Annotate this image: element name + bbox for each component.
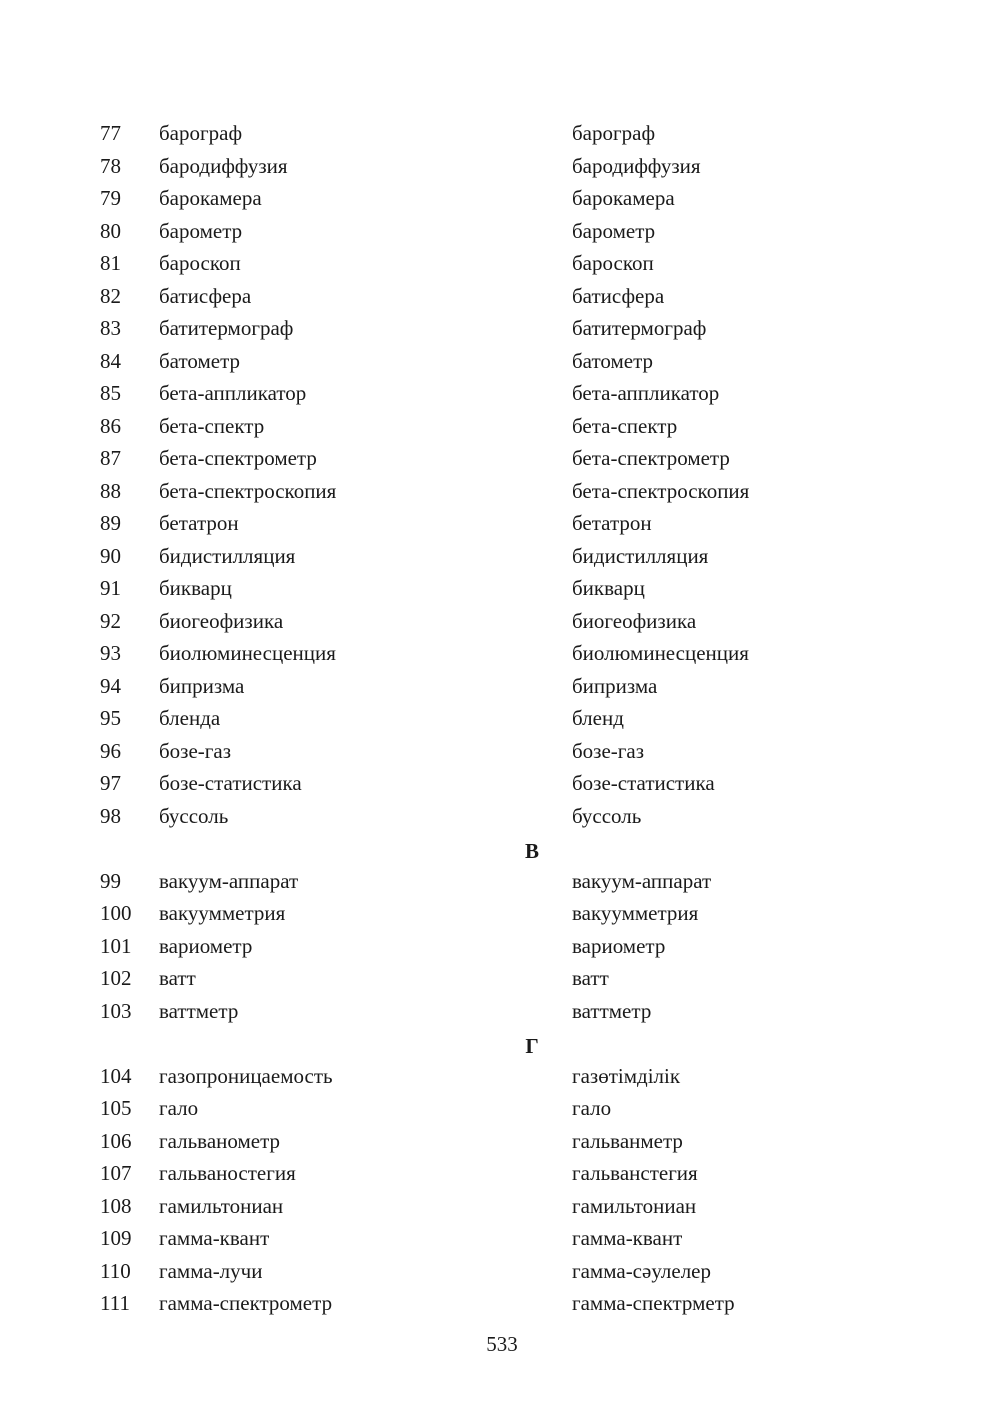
russian-term: вакуум-аппарат — [159, 868, 299, 893]
russian-term: буссоль — [159, 803, 229, 828]
term-number: 83 — [100, 316, 121, 340]
term-row — [0, 1190, 1004, 1222]
russian-term: газопроницаемость — [159, 1063, 333, 1088]
term-number: 110 — [100, 1258, 131, 1283]
term-row — [0, 247, 1004, 279]
kazakh-term: бленд — [572, 706, 624, 730]
russian-term: барокамера — [159, 186, 262, 210]
kazakh-term: вакуумметрия — [572, 901, 699, 925]
kazakh-term: гальванстегия — [572, 1161, 698, 1185]
russian-term: бипризма — [159, 673, 245, 698]
term-row — [0, 670, 1004, 702]
term-row — [0, 182, 1004, 214]
russian-term: бидистилляция — [159, 543, 296, 568]
term-number: 78 — [100, 153, 121, 178]
kazakh-term: газөтімділік — [572, 1063, 681, 1088]
term-number: 82 — [100, 283, 121, 308]
russian-term: батитермограф — [159, 316, 294, 340]
term-row — [0, 995, 1004, 1027]
kazakh-term: бароскоп — [572, 251, 654, 275]
kazakh-term: биогеофизика — [572, 608, 697, 633]
term-row — [0, 312, 1004, 344]
section-letter-heading: Г — [525, 1034, 539, 1058]
kazakh-term: вакуум-аппарат — [572, 868, 712, 893]
term-number: 77 — [100, 121, 121, 145]
term-row — [0, 540, 1004, 572]
russian-term: бета-спектроскопия — [159, 478, 337, 503]
term-row — [0, 475, 1004, 507]
term-row — [0, 1287, 1004, 1319]
kazakh-term: бипризма — [572, 673, 658, 698]
kazakh-term: бародиффузия — [572, 153, 701, 178]
term-row — [0, 280, 1004, 312]
term-number: 88 — [100, 478, 121, 503]
russian-term: бета-спектрометр — [159, 446, 317, 470]
term-row — [0, 605, 1004, 637]
term-row — [0, 117, 1004, 149]
term-number: 95 — [100, 706, 121, 730]
kazakh-term: гамма-спектрметр — [572, 1291, 735, 1315]
term-row — [0, 1255, 1004, 1287]
kazakh-term: гало — [572, 1096, 612, 1120]
kazakh-term: барокамера — [572, 186, 675, 210]
kazakh-term: барометр — [572, 218, 656, 243]
term-number: 79 — [100, 186, 121, 210]
russian-term: барометр — [159, 218, 243, 243]
kazakh-term: бета-спектр — [572, 413, 678, 438]
russian-term: гало — [159, 1096, 199, 1120]
kazakh-term: буссоль — [572, 803, 642, 828]
kazakh-term: ватт — [572, 966, 609, 990]
term-row — [0, 865, 1004, 897]
russian-term: гамильтониан — [159, 1193, 284, 1218]
term-number: 104 — [100, 1063, 132, 1088]
kazakh-term: бозе-статистика — [572, 771, 715, 795]
kazakh-term: биолюминесценция — [572, 641, 749, 665]
russian-term: вакуумметрия — [159, 901, 286, 925]
term-row — [0, 962, 1004, 994]
russian-term: гамма-спектрометр — [159, 1291, 333, 1315]
term-row — [0, 215, 1004, 247]
kazakh-term: бикварц — [572, 576, 645, 600]
term-row — [0, 637, 1004, 669]
term-number: 109 — [100, 1226, 132, 1250]
term-number: 80 — [100, 218, 121, 243]
russian-term: бикварц — [159, 576, 232, 600]
russian-term: батометр — [159, 348, 241, 373]
russian-term: бародиффузия — [159, 153, 288, 178]
russian-term: биолюминесценция — [159, 641, 336, 665]
term-number: 99 — [100, 868, 121, 893]
russian-term: барограф — [159, 121, 243, 145]
term-number: 101 — [100, 933, 132, 958]
term-number: 108 — [100, 1193, 132, 1218]
term-row — [0, 150, 1004, 182]
russian-term: гамма-лучи — [159, 1258, 263, 1283]
kazakh-term: вариометр — [572, 933, 666, 958]
kazakh-term: батитермограф — [572, 316, 707, 340]
term-row — [0, 735, 1004, 767]
russian-term: ваттметр — [159, 998, 239, 1023]
term-row — [0, 1157, 1004, 1189]
kazakh-term: барограф — [572, 121, 656, 145]
term-number: 103 — [100, 998, 132, 1023]
kazakh-term: ваттметр — [572, 998, 652, 1023]
term-row — [0, 345, 1004, 377]
russian-term: гальваностегия — [159, 1161, 296, 1185]
term-row — [0, 930, 1004, 962]
term-number: 91 — [100, 576, 121, 600]
term-row — [0, 897, 1004, 929]
russian-term: бета-аппликатор — [159, 381, 307, 405]
term-number: 93 — [100, 641, 121, 665]
term-row — [0, 1060, 1004, 1092]
russian-term: батисфера — [159, 283, 252, 308]
kazakh-term: гамильтониан — [572, 1193, 697, 1218]
term-row — [0, 1125, 1004, 1157]
kazakh-term: гамма-квант — [572, 1226, 683, 1250]
term-row — [0, 1092, 1004, 1124]
term-number: 111 — [100, 1291, 130, 1315]
term-number: 96 — [100, 738, 121, 763]
russian-term: бозе-газ — [159, 738, 232, 763]
term-row — [0, 507, 1004, 539]
term-number: 81 — [100, 251, 121, 275]
kazakh-term: бидистилляция — [572, 543, 709, 568]
term-row — [0, 800, 1004, 832]
russian-term: бленда — [159, 706, 221, 730]
term-number: 98 — [100, 803, 121, 828]
russian-term: бароскоп — [159, 251, 241, 275]
term-row — [0, 1222, 1004, 1254]
kazakh-term: гальванметр — [572, 1128, 683, 1153]
term-row — [0, 767, 1004, 799]
term-number: 89 — [100, 511, 121, 535]
term-row — [0, 572, 1004, 604]
term-number: 100 — [100, 901, 132, 925]
term-number: 92 — [100, 608, 121, 633]
russian-term: вариометр — [159, 933, 253, 958]
term-number: 85 — [100, 381, 121, 405]
term-number: 86 — [100, 413, 121, 438]
russian-term: ватт — [159, 966, 196, 990]
russian-term: биогеофизика — [159, 608, 284, 633]
term-number: 97 — [100, 771, 121, 795]
kazakh-term: бета-спектрометр — [572, 446, 730, 470]
term-number: 84 — [100, 348, 121, 373]
page-number: 533 — [486, 1332, 518, 1356]
term-row — [0, 442, 1004, 474]
term-row — [0, 702, 1004, 734]
term-row — [0, 410, 1004, 442]
russian-term: бета-спектр — [159, 413, 265, 438]
russian-term: гамма-квант — [159, 1226, 270, 1250]
kazakh-term: бета-спектроскопия — [572, 478, 750, 503]
term-number: 94 — [100, 673, 121, 698]
kazakh-term: гамма-сәулелер — [572, 1258, 712, 1283]
kazakh-term: бозе-газ — [572, 738, 645, 763]
russian-term: бетатрон — [159, 511, 239, 535]
kazakh-term: бетатрон — [572, 511, 652, 535]
kazakh-term: батометр — [572, 348, 654, 373]
kazakh-term: батисфера — [572, 283, 665, 308]
term-number: 107 — [100, 1161, 132, 1185]
term-number: 105 — [100, 1096, 132, 1120]
russian-term: гальванометр — [159, 1128, 281, 1153]
term-number: 90 — [100, 543, 121, 568]
section-letter-heading: В — [524, 839, 539, 863]
term-row — [0, 377, 1004, 409]
term-number: 87 — [100, 446, 121, 470]
term-number: 102 — [100, 966, 132, 990]
russian-term: бозе-статистика — [159, 771, 302, 795]
term-number: 106 — [100, 1128, 132, 1153]
kazakh-term: бета-аппликатор — [572, 381, 720, 405]
